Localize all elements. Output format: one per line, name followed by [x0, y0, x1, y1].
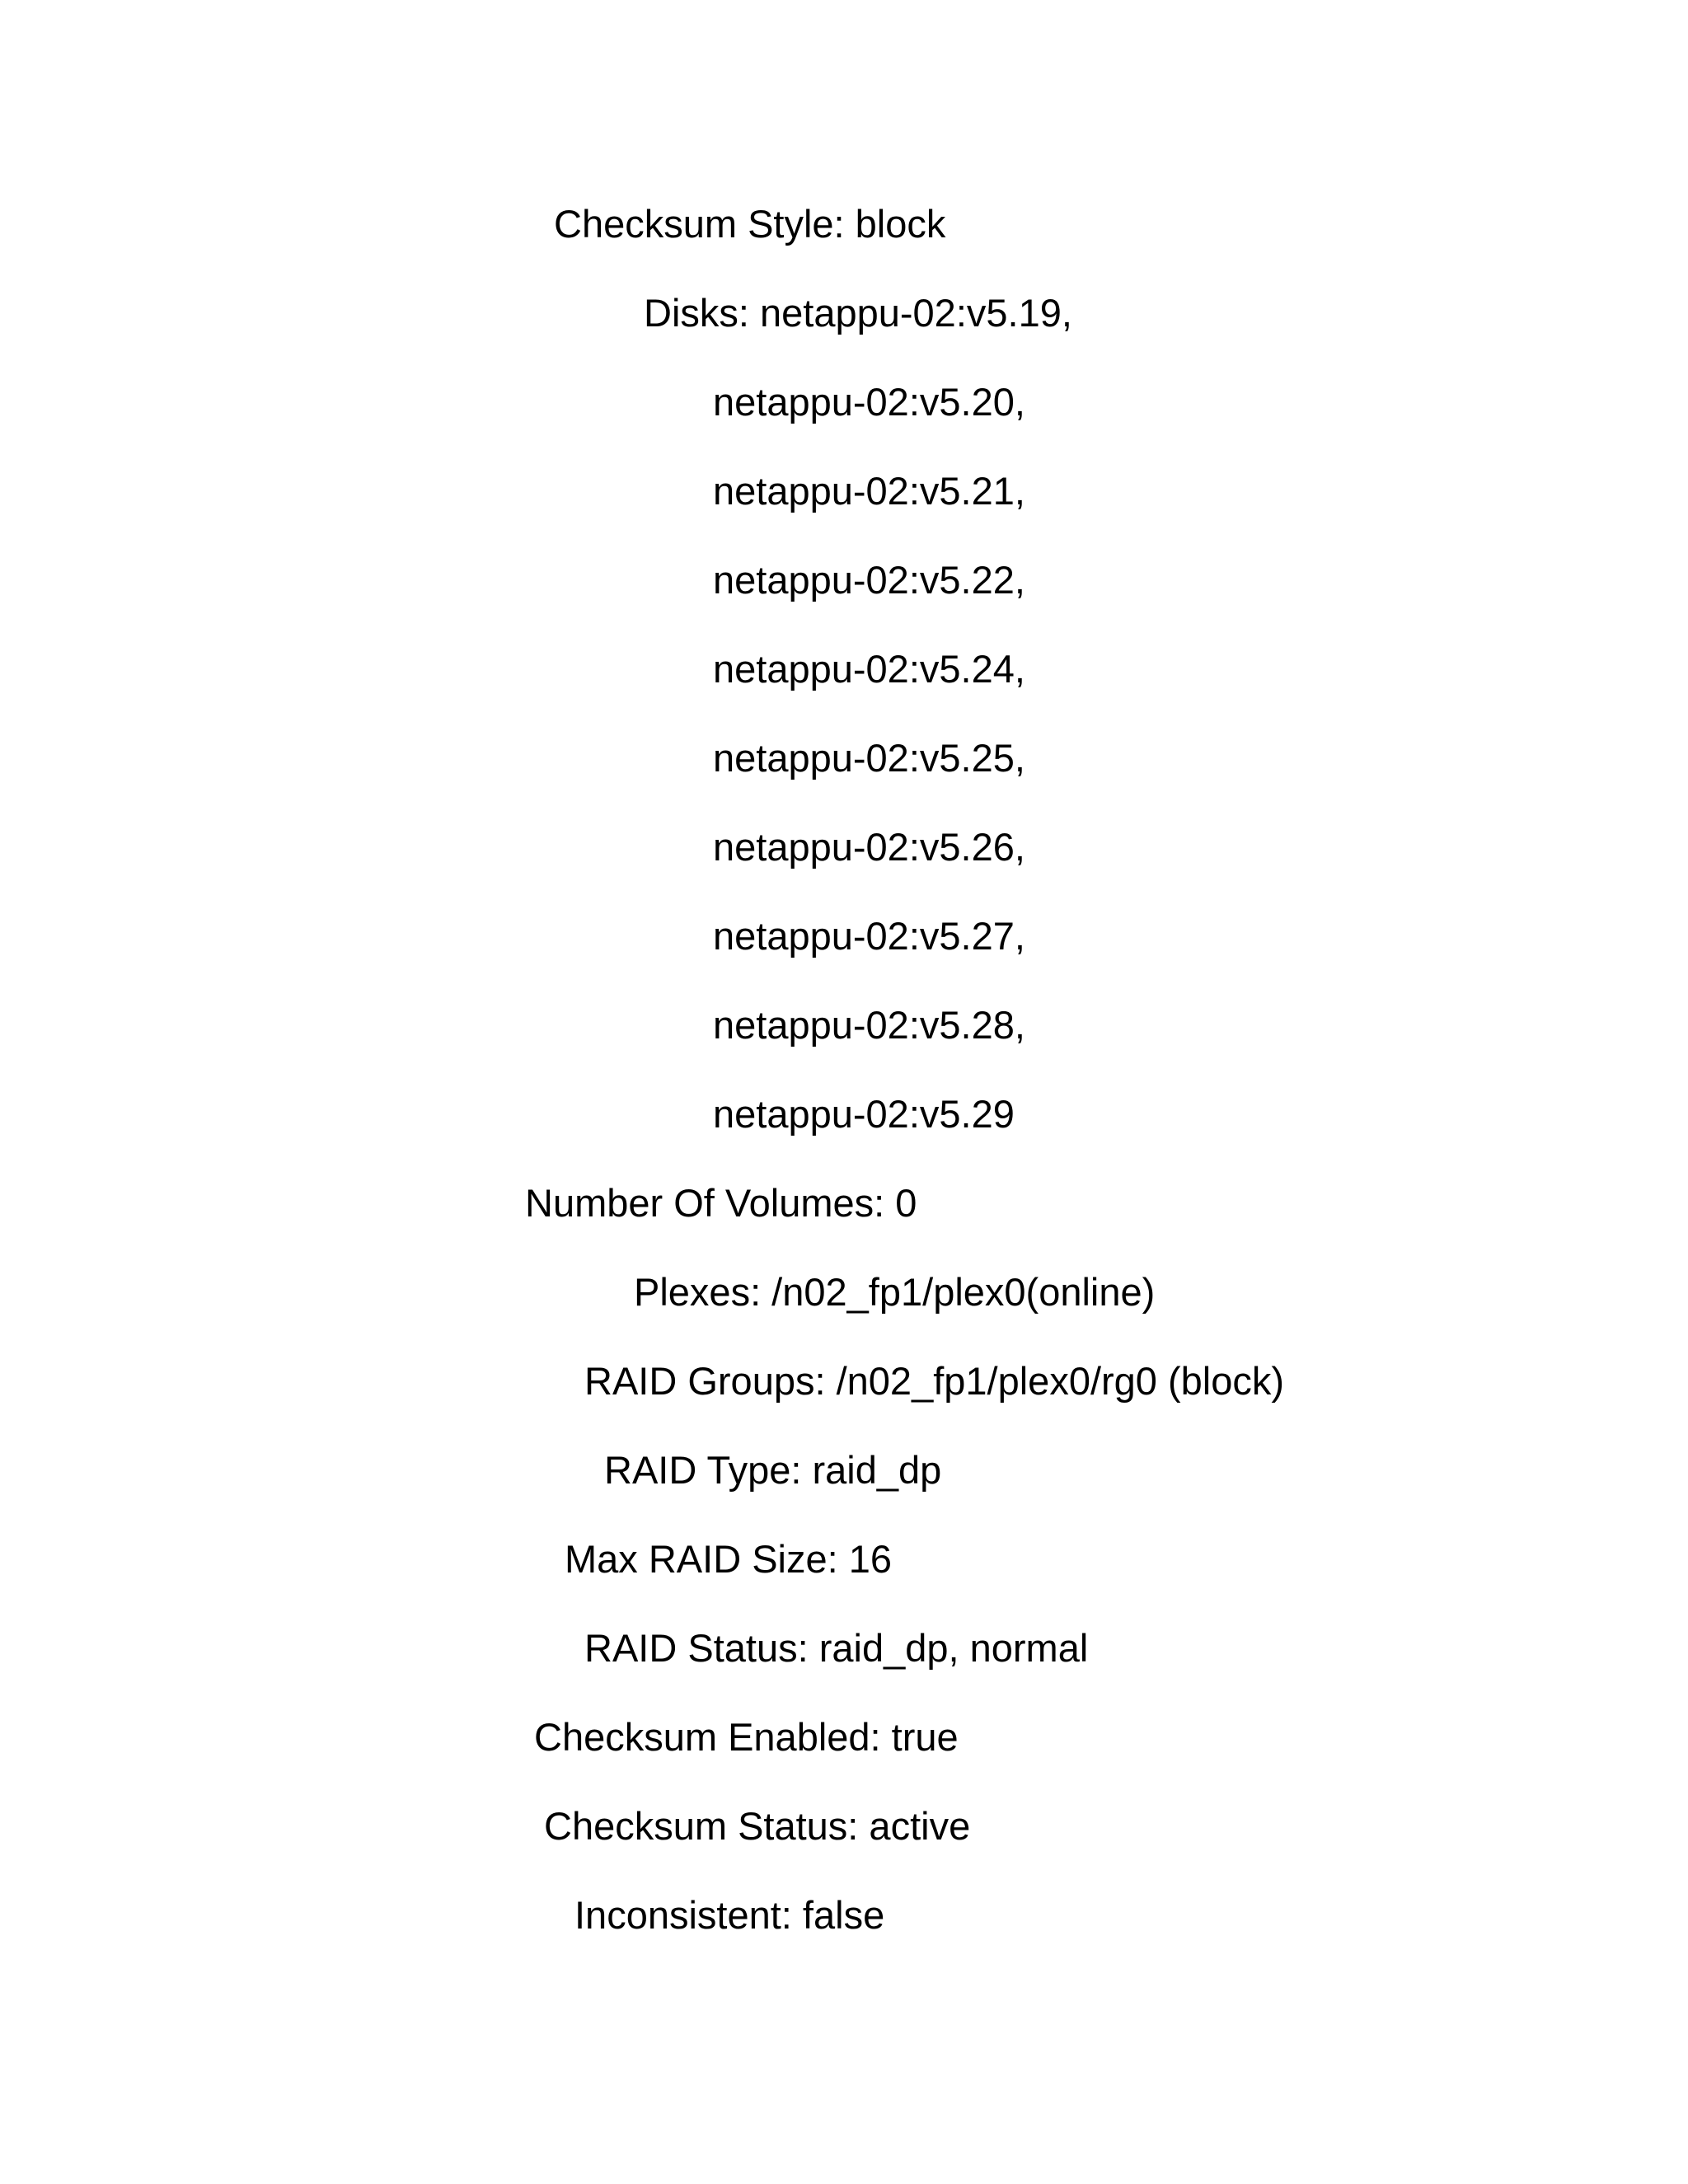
disk-entry: netappu-02:v5.28, — [713, 1003, 1025, 1047]
disk-entry: netappu-02:v5.27, — [713, 914, 1025, 958]
disks-line: Disks: netappu-02:v5.19, — [644, 291, 1072, 335]
raid-groups-line: RAID Groups: /n02_fp1/plex0/rg0 (block) — [584, 1359, 1285, 1403]
checksum-style-line: Checksum Style: block — [554, 202, 946, 246]
disk-entry: netappu-02:v5.22, — [713, 558, 1025, 602]
checksum-status-line: Checksum Status: active — [544, 1804, 971, 1848]
disk-entry: netappu-02:v5.21, — [713, 469, 1025, 513]
plexes-line: Plexes: /n02_fp1/plex0(online) — [634, 1270, 1156, 1314]
disk-entry: netappu-02:v5.20, — [713, 380, 1025, 424]
number-of-volumes-line: Number Of Volumes: 0 — [525, 1181, 917, 1225]
disk-entry: netappu-02:v5.25, — [713, 736, 1025, 780]
disk-entry: netappu-02:v5.29 — [713, 1092, 1015, 1136]
raid-status-line: RAID Status: raid_dp, normal — [584, 1626, 1089, 1670]
inconsistent-line: Inconsistent: false — [574, 1893, 885, 1937]
raid-type-line: RAID Type: raid_dp — [604, 1448, 942, 1492]
checksum-enabled-line: Checksum Enabled: true — [534, 1715, 959, 1759]
disk-entry: netappu-02:v5.24, — [713, 647, 1025, 691]
disk-entry: netappu-02:v5.26, — [713, 825, 1025, 869]
max-raid-size-line: Max RAID Size: 16 — [565, 1537, 893, 1581]
